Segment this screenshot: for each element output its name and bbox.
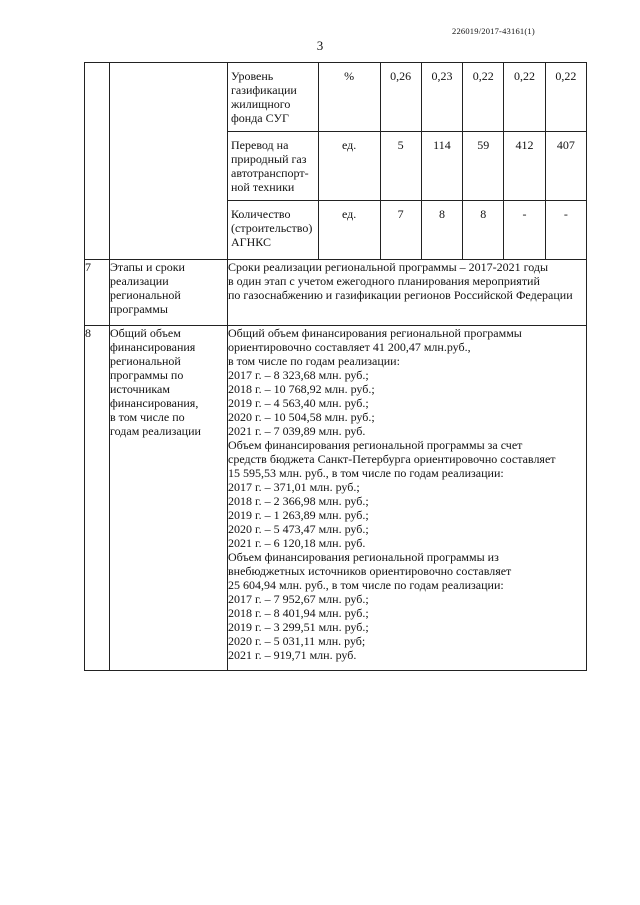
row-title: Общий объем финансирования региональной программы по источникам финансирования, в том числе по годам реализации	[110, 326, 228, 671]
indicator-value: 0,22	[463, 63, 504, 131]
indicator-value: 7	[380, 200, 421, 259]
indicator-value: 59	[463, 131, 504, 200]
indicator-value: 0,26	[380, 63, 421, 131]
indicator-value: 8	[421, 200, 462, 259]
page-number: 3	[316, 38, 324, 53]
indicator-value: 407	[545, 131, 586, 200]
indicator-unit: ед.	[318, 131, 380, 200]
passport-row-financing	[85, 326, 587, 671]
row-content: Сроки реализации региональной программы – 2017-2021 годы в один этап с учетом ежегодного планирования мероприятий по газоснабжению и газификации регионов Российской Федерации	[228, 260, 587, 326]
indicator-value: -	[504, 200, 545, 259]
indicator-name: Количество (строительство) АГНКС	[228, 200, 318, 259]
indicator-value: 0,23	[421, 63, 462, 131]
indicator-unit: %	[318, 63, 380, 131]
indicators-row-number	[85, 63, 110, 260]
row-title: Этапы и сроки реализации региональной программы	[110, 260, 228, 326]
indicator-row	[228, 200, 586, 259]
indicator-unit: ед.	[318, 200, 380, 259]
indicator-value: 412	[504, 131, 545, 200]
indicators-row-name	[110, 63, 228, 260]
passport-row-stages	[85, 260, 587, 326]
row-number: 8	[85, 326, 110, 671]
document-id: 226019/2017-43161(1)	[452, 26, 535, 36]
row-content: Общий объем финансирования региональной программы ориентировочно составляет 41 200,47 млн.руб., в том числе по годам реализации: 2017 г. – 8 323,68 млн. руб.; 2018 г. – 10 768,92 млн. руб.; 2019 г. – 4 563,40 млн. руб.; 2020 г. – 10 504,58 млн. руб.; 2021 г. – 7 039,89 млн. руб. Объем финансирования региональной программы за счет средств бюджета Санкт-Петербурга ориентировочно составляет 15 595,53 млн. руб., в том числе по годам реализации: 2017 г. – 371,01 млн. руб.; 2018 г. – 2 366,98 млн. руб.; 2019 г. – 1 263,89 млн. руб.; 2020 г. – 5 473,47 млн. руб.; 2021 г. – 6 120,18 млн. руб. Объем финансирования региональной программы из внебюджетных источников ориентировочно составляет 25 604,94 млн. руб., в том числе по годам реализации: 2017 г. – 7 952,67 млн. руб.; 2018 г. – 8 401,94 млн. руб.; 2019 г. – 3 299,51 млн. руб.; 2020 г. – 5 031,11 млн. руб; 2021 г. – 919,71 млн. руб.	[228, 326, 587, 671]
indicators-row	[85, 63, 587, 260]
indicators-cell	[228, 63, 587, 260]
indicator-name: Перевод на природный газ автотранспорт- ной техники	[228, 131, 318, 200]
indicator-name: Уровень газификации жилищного фонда СУГ	[228, 63, 318, 131]
indicator-value: 0,22	[545, 63, 586, 131]
indicators-table	[228, 63, 586, 259]
indicator-value: 114	[421, 131, 462, 200]
indicator-row	[228, 131, 586, 200]
indicator-value: -	[563, 206, 568, 221]
indicator-value: 5	[380, 131, 421, 200]
row-number: 7	[85, 260, 110, 326]
indicator-row	[228, 63, 586, 131]
indicator-value: 0,22	[504, 63, 545, 131]
indicator-value: 8	[463, 200, 504, 259]
passport-table	[84, 62, 587, 671]
